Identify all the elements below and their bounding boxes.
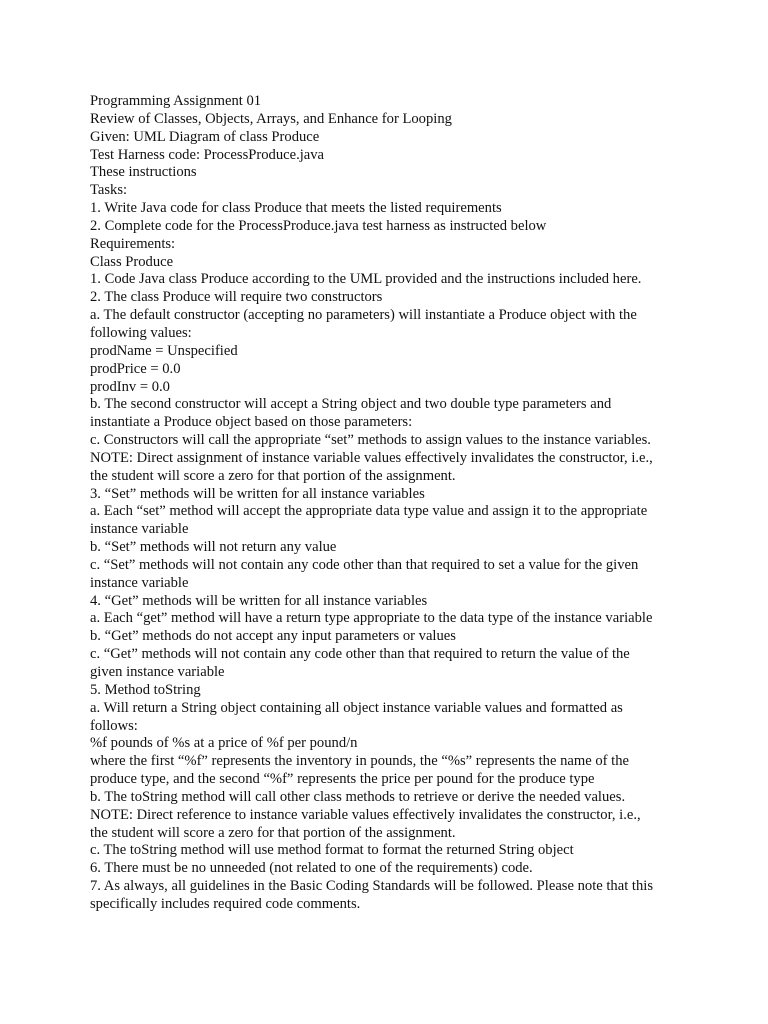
document-line: follows: xyxy=(90,717,138,734)
document-line: following values: xyxy=(90,324,192,341)
document-line: b. “Set” methods will not return any value xyxy=(90,539,337,556)
document-line: instance variable xyxy=(90,574,189,591)
document-line: a. Will return a String object containing all object instance variable values and formatted as xyxy=(90,699,623,716)
document-line: Programming Assignment 01 xyxy=(90,93,262,109)
document-line: a. Each “get” method will have a return type appropriate to the data type of the instance variable xyxy=(90,610,653,627)
document-line: NOTE: Direct reference to instance variable values effectively invalidates the constructor, i.e., xyxy=(90,806,641,823)
document-line: %f pounds of %s at a price of %f per pound/n xyxy=(90,735,358,752)
document-line: c. “Get” methods will not contain any code other than that required to return the value of the xyxy=(90,646,630,663)
document-line: c. “Set” methods will not contain any code other than that required to set a value for the given xyxy=(90,556,639,573)
document-line: b. The second constructor will accept a String object and two double type parameters and xyxy=(90,396,612,413)
document-line: 2. The class Produce will require two constructors xyxy=(90,289,383,306)
document-body xyxy=(90,93,690,914)
document-line: 7. As always, all guidelines in the Basic Coding Standards will be followed. Please note that this xyxy=(90,878,653,895)
document-line: where the first “%f” represents the inventory in pounds, the “%s” represents the name of the xyxy=(90,753,629,770)
document-line: b. “Get” methods do not accept any input parameters or values xyxy=(90,628,456,645)
document-line: 4. “Get” methods will be written for all instance variables xyxy=(90,592,428,609)
document-line: given instance variable xyxy=(90,664,225,680)
document-line: the student will score a zero for that portion of the assignment. xyxy=(90,467,456,484)
document-line: instance variable xyxy=(90,521,189,538)
document-line: 3. “Set” methods will be written for all instance variables xyxy=(90,485,425,502)
document-line: prodPrice = 0.0 xyxy=(90,360,181,377)
document-line: the student will score a zero for that portion of the assignment. xyxy=(90,824,456,841)
document-line: prodName = Unspecified xyxy=(90,342,238,359)
document-line: a. Each “set” method will accept the appropriate data type value and assign it to the appropriate xyxy=(90,503,648,520)
document-line: Requirements: xyxy=(90,235,176,252)
document-line: c. The toString method will use method format to format the returned String object xyxy=(90,842,574,859)
document-line: NOTE: Direct assignment of instance variable values effectively invalidates the constructor, i.e., xyxy=(90,449,653,466)
document-line: 5. Method toString xyxy=(90,681,201,698)
document-line: 1. Write Java code for class Produce that meets the listed requirements xyxy=(90,200,502,217)
document-line: instantiate a Produce object based on those parameters: xyxy=(90,414,413,431)
document-line: Tasks: xyxy=(90,182,128,199)
document-line: b. The toString method will call other class methods to retrieve or derive the needed values. xyxy=(90,788,626,805)
document-line: specifically includes required code comments. xyxy=(90,895,361,912)
document-line: These instructions xyxy=(90,164,197,181)
document-line: Review of Classes, Objects, Arrays, and Enhance for Looping xyxy=(90,110,452,127)
document-line: Class Produce xyxy=(90,253,174,270)
document-line: prodInv = 0.0 xyxy=(90,378,170,395)
document-line: a. The default constructor (accepting no parameters) will instantiate a Produce object with the xyxy=(90,307,637,324)
document-line: c. Constructors will call the appropriate “set” methods to assign values to the instance variables. xyxy=(90,432,651,449)
document-line: 6. There must be no unneeded (not related to one of the requirements) code. xyxy=(90,860,533,877)
document-line: produce type, and the second “%f” represents the price per pound for the produce type xyxy=(90,771,595,788)
document-line: Test Harness code: ProcessProduce.java xyxy=(90,146,325,163)
document-line: 1. Code Java class Produce according to the UML provided and the instructions included here. xyxy=(90,271,642,288)
document-line: 2. Complete code for the ProcessProduce.java test harness as instructed below xyxy=(90,217,547,234)
document-line: Given: UML Diagram of class Produce xyxy=(90,128,320,145)
